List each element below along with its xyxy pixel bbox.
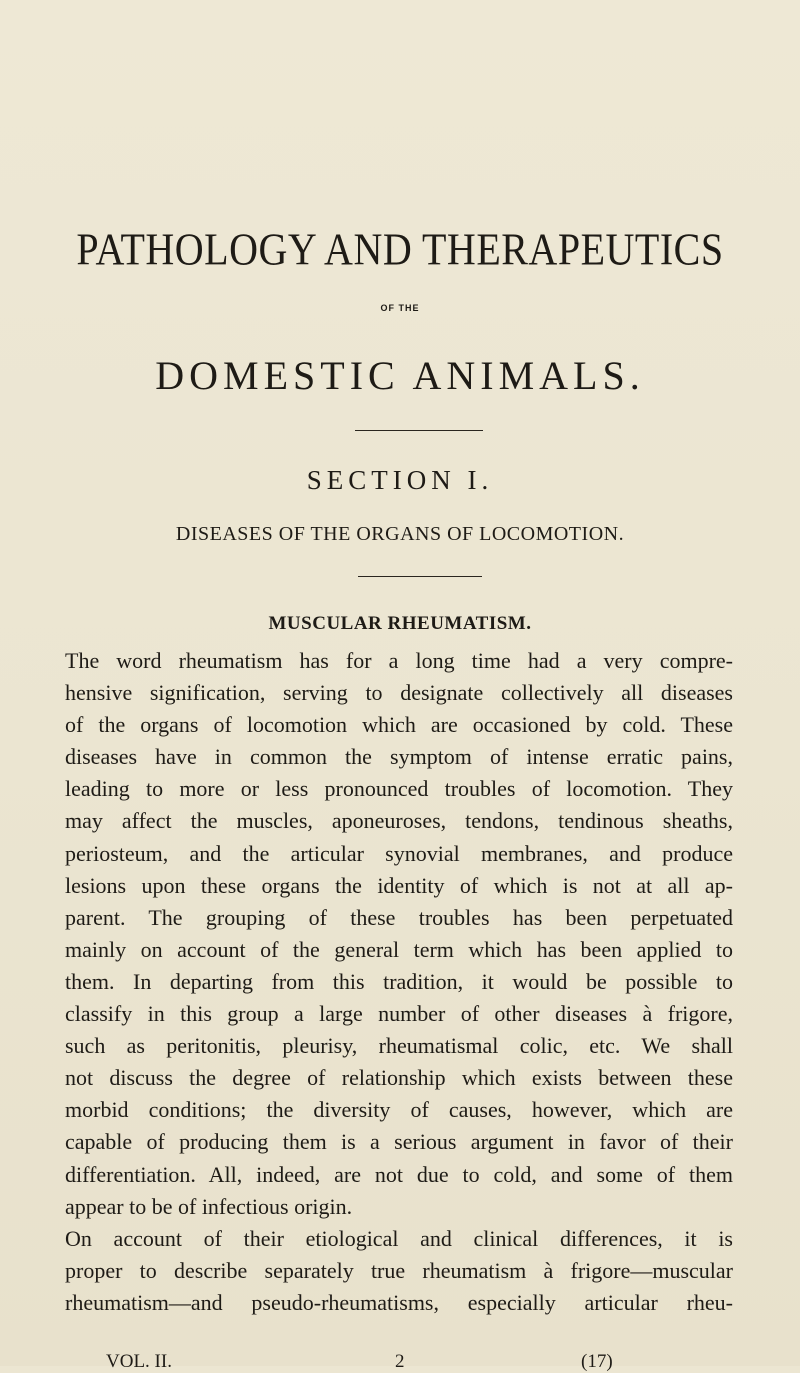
of-the-label: OF THE	[380, 303, 420, 313]
footer-page-number: (17)	[581, 1351, 613, 1372]
sub-title: DOMESTIC ANIMALS.	[155, 353, 645, 398]
body-line: such as peritonitis, pleurisy, rheumatismal colic, etc. We shall	[65, 1033, 733, 1059]
section-heading: SECTION I.	[306, 465, 494, 495]
body-line: not discuss the degree of relationship which exists between these	[65, 1065, 733, 1091]
body-text	[65, 645, 733, 1319]
article-heading: MUSCULAR RHEUMATISM.	[268, 613, 532, 634]
body-line: On account of their etiological and clinical differences, it is	[65, 1225, 733, 1251]
body-line: periosteum, and the articular synovial membranes, and produce	[65, 840, 733, 866]
body-line: lesions upon these organs the identity of which is not at all ap-	[65, 872, 733, 898]
footer-volume: VOL. II.	[106, 1351, 172, 1372]
body-line: appear to be of infectious origin.	[65, 1193, 353, 1219]
body-line: proper to describe separately true rheumatism à frigore—muscular	[65, 1257, 733, 1283]
body-line: morbid conditions; the diversity of causes, however, which are	[65, 1097, 733, 1123]
body-line: capable of producing them is a serious argument in favor of their	[65, 1129, 733, 1155]
body-line: mainly on account of the general term which has been applied to	[65, 936, 733, 962]
divider-rule	[355, 430, 483, 431]
section-subtitle: DISEASES OF THE ORGANS OF LOCOMOTION.	[175, 523, 625, 545]
main-title: PATHOLOGY AND THERAPEUTICS	[76, 223, 724, 275]
body-line: diseases have in common the symptom of intense erratic pains,	[65, 744, 733, 770]
divider-rule	[358, 576, 482, 577]
body-line: parent. The grouping of these troubles has been perpetuated	[65, 904, 733, 930]
body-line: may affect the muscles, aponeuroses, tendons, tendinous sheaths,	[65, 808, 733, 834]
body-line: differentiation. All, indeed, are not due to cold, and some of them	[65, 1161, 733, 1187]
body-line: hensive signification, serving to designate collectively all diseases	[65, 680, 733, 706]
body-line: them. In departing from this tradition, it would be possible to	[65, 968, 733, 994]
body-line: rheumatism—and pseudo-rheumatisms, especially articular rheu-	[65, 1289, 733, 1315]
body-line: The word rheumatism has for a long time had a very compre-	[65, 648, 733, 673]
body-line: of the organs of locomotion which are occasioned by cold. These	[65, 712, 733, 738]
body-line: leading to more or less pronounced troubles of locomotion. They	[65, 776, 733, 802]
footer-signature: 2	[395, 1351, 405, 1372]
body-line: classify in this group a large number of other diseases à frigore,	[65, 1001, 733, 1027]
